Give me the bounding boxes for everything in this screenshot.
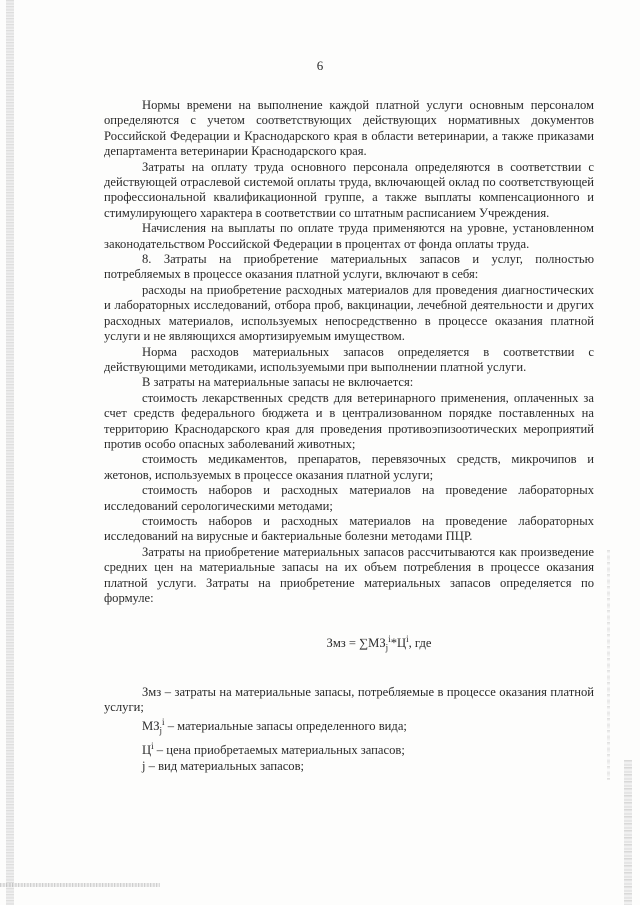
page-number: 6 xyxy=(316,58,324,73)
definition-sub: j xyxy=(159,726,163,737)
formula-right: , где xyxy=(408,636,432,651)
paragraph: 8. Затраты на приобретение материальных запасов и услуг, полностью потребляемых в процессе оказания платной услуги, включают в себя: xyxy=(104,252,594,282)
definition-symbol: МЗ xyxy=(142,719,160,734)
paragraph: Затраты на оплату труда основного персонала определяются в соответствии с действующей отраслевой системой оплаты труда, включающей оклад по соответствующей профессиональной квалификационной группе, а также выплаты компенсационного и стимулирующего характера в соответствии со штатным расписанием Учреждения. xyxy=(104,159,594,220)
paragraph: стоимость медикаментов, препаратов, перевязочных средств, микрочипов и жетонов, используемых в процессе оказания платной услуги; xyxy=(104,452,594,482)
scan-artifact-bottom xyxy=(0,883,160,887)
definition-text: – материальные запасы определенного вида; xyxy=(167,719,407,734)
definition-sup: i xyxy=(151,741,154,752)
paragraph: Затраты на приобретение материальных запасов рассчитываются как произведение средних цен на материальные запасы на их объем потребления в процессе оказания платной услуги. Затраты на приобретение материальных запасов определяется по формуле: xyxy=(104,544,594,605)
scan-artifact-left xyxy=(6,0,14,905)
definition-sup: i xyxy=(162,717,165,728)
paragraph: Начисления на выплаты по оплате труда применяются на уровне, установленном законодательством Российской Федерации в процентах от фонда оплаты труда. xyxy=(104,221,594,251)
definition-text: – цена приобретаемых материальных запасов; xyxy=(156,743,405,758)
formula-sub: j xyxy=(385,643,389,654)
formula-sup: i xyxy=(406,634,409,645)
scan-artifact-right-lines xyxy=(607,550,610,780)
formula-left: Змз = ∑МЗ xyxy=(326,636,386,651)
paragraph: стоимость лекарственных средств для ветеринарного применения, оплаченных за счет средств федерального бюджета и в централизованном порядке поставленных на территорию Краснодарского края для проведения противоэпизоотических мероприятий против особо опасных заболеваний животных; xyxy=(104,390,594,451)
definition xyxy=(104,715,594,739)
paragraph: Нормы времени на выполнение каждой платной услуги основным персоналом определяются с учетом соответствующих действующих нормативных документов Российской Федерации и Краснодарского края в области ветеринарии, а также приказами департамента ветеринарии Краснодарского края. xyxy=(104,98,594,159)
formula xyxy=(104,632,594,656)
definition: j – вид материальных запасов; xyxy=(142,759,305,774)
paragraph: Норма расходов материальных запасов определяется в соответствии с действующими методиками, используемыми при выполнении платной услуги. xyxy=(104,344,594,374)
paragraph: стоимость наборов и расходных материалов на проведение лабораторных исследований на вирусные и бактериальные болезни методами ПЦР. xyxy=(104,513,594,544)
paragraph: стоимость наборов и расходных материалов на проведение лабораторных исследований серологическими методами; xyxy=(104,483,594,513)
formula-sup: i xyxy=(388,634,391,645)
paragraph: В затраты на материальные запасы не включается: xyxy=(142,375,414,390)
scan-artifact-right xyxy=(624,760,632,905)
formula-mid: *Ц xyxy=(390,636,407,651)
definition-symbol: Ц xyxy=(142,743,152,758)
definition xyxy=(104,739,594,759)
paragraph: расходы на приобретение расходных материалов для проведения диагностических и лабораторных исследований, отбора проб, вакцинации, лечебной деятельности и других расходных материалов, используемых непосредственно в процессе оказания платной услуги и не являющихся амортизируемым имуществом. xyxy=(104,282,594,344)
definition: Змз – затраты на материальные запасы, потребляемые в процессе оказания платной услуги; xyxy=(104,684,594,714)
document-body xyxy=(104,98,594,774)
